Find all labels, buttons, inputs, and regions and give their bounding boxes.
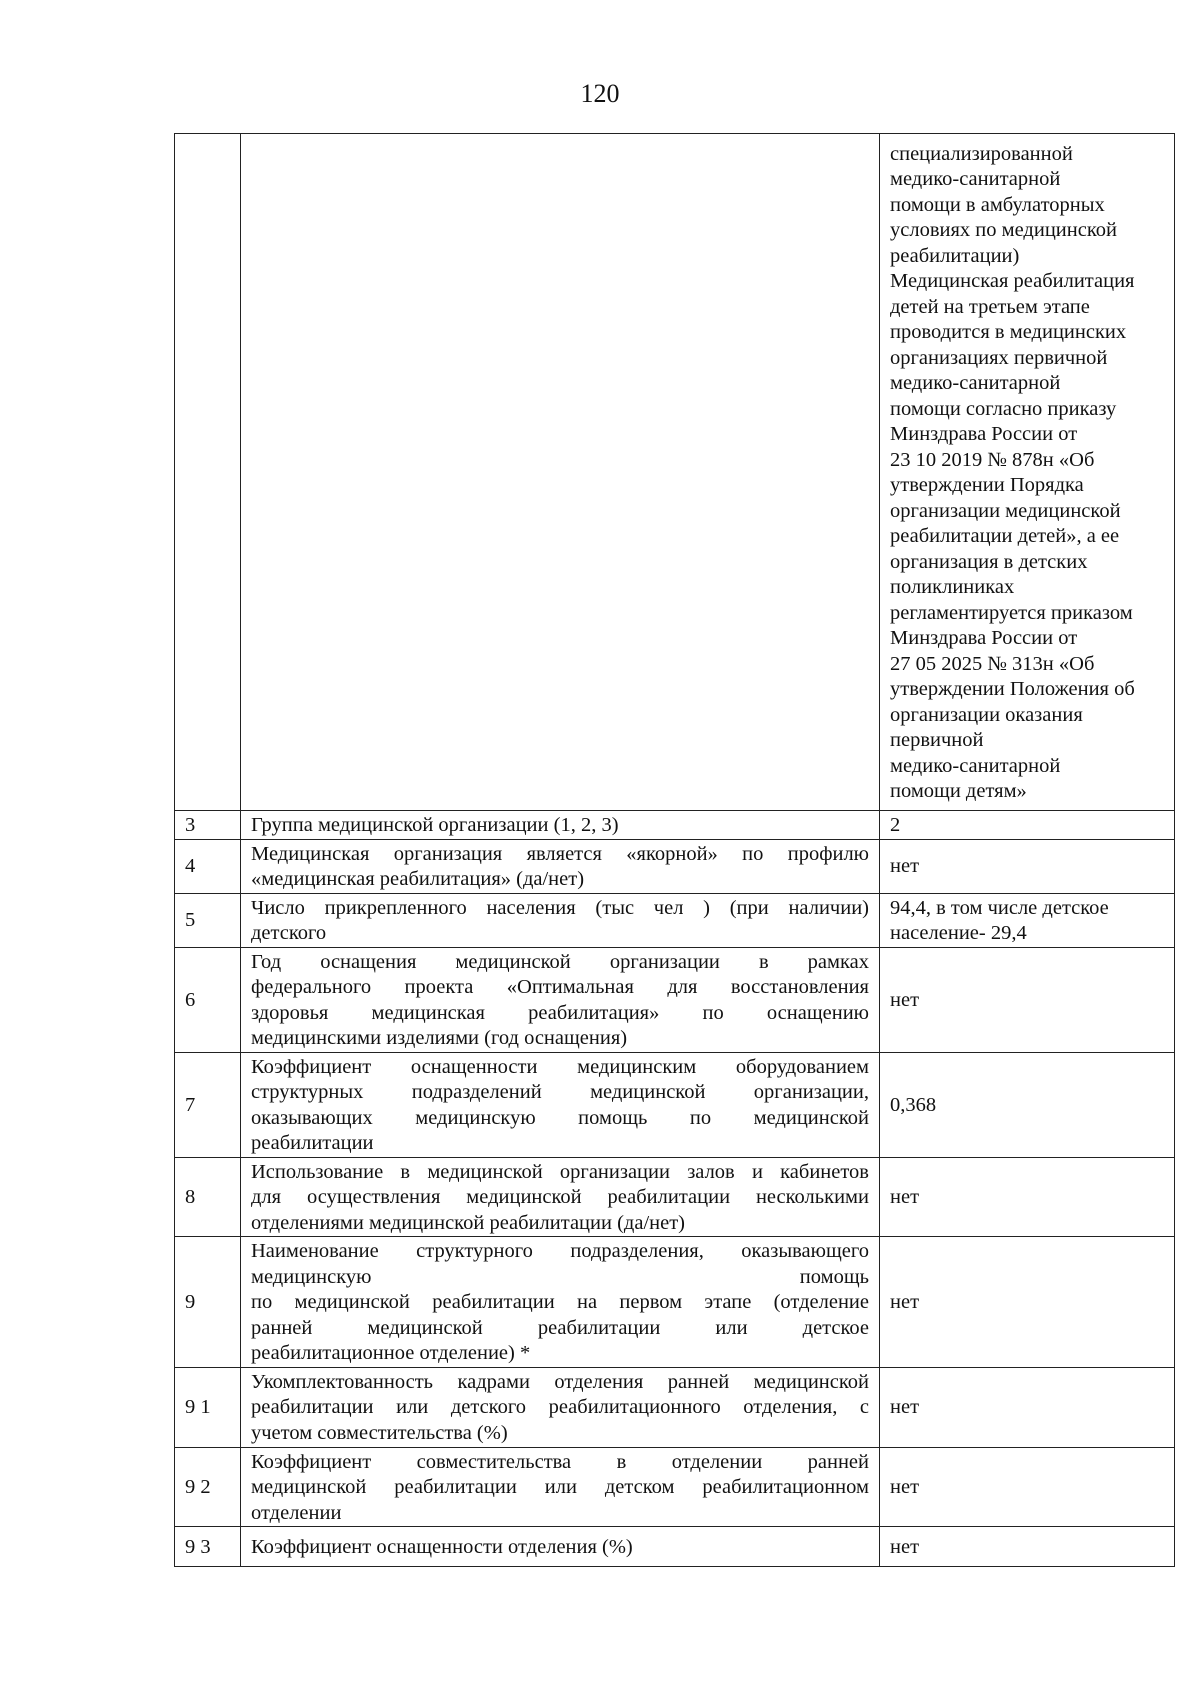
value-cell: нет: [880, 1447, 1175, 1527]
value-line: Минздрава России от: [890, 627, 1078, 649]
name-line: отделении: [251, 1501, 342, 1524]
value-cell: нет: [880, 1367, 1175, 1447]
indicator-name-cell: [241, 1367, 880, 1447]
name-line: структурных подразделений медицинской организации,: [251, 1081, 869, 1103]
value-line: утверждении Положения об: [890, 678, 1135, 700]
value-cell: нет: [880, 1237, 1175, 1368]
value-cell: нет: [880, 839, 1175, 893]
name-line: «медицинская реабилитация» (да/нет): [251, 868, 585, 890]
name-line: Наименование структурного подразделения, оказывающего: [251, 1240, 869, 1262]
value-line: помощи в амбулаторных: [890, 193, 1105, 216]
row-number-cell: [175, 134, 241, 811]
value-cell: нет: [880, 1157, 1175, 1237]
indicators-table: [174, 133, 1175, 1567]
row-number-cell: 7: [175, 1052, 241, 1157]
indicator-name-cell: [241, 1052, 880, 1157]
value-cell: [880, 134, 1175, 811]
row-number-cell: 3: [175, 811, 241, 840]
value-line: 27 05 2025 № 313н «Об: [890, 652, 1095, 675]
indicator-name-cell: [241, 1157, 880, 1237]
value-line: реабилитации детей», а ее: [890, 525, 1120, 547]
page-number: 120: [580, 79, 620, 108]
value-cell: 2: [880, 811, 1175, 840]
value-cell: нет: [880, 1527, 1175, 1567]
name-line: Медицинская организация является «якорной» по профилю: [251, 842, 869, 865]
value-line: организации оказания: [890, 703, 1083, 726]
table-row: [175, 1447, 1175, 1527]
name-line: детского: [251, 922, 327, 944]
table-row: [175, 1237, 1175, 1368]
value-line: условиях по медицинской: [890, 219, 1117, 241]
name-line: медицинскими изделиями (год оснащения): [251, 1027, 628, 1049]
table-row: [175, 1052, 1175, 1157]
value-line: население- 29,4: [890, 922, 1027, 944]
value-line: специализированной: [890, 142, 1073, 165]
value-line: 23 10 2019 № 878н «Об: [890, 448, 1095, 471]
row-number-cell: 5: [175, 893, 241, 947]
value-line: проводится в медицинских: [890, 321, 1127, 343]
name-line: Коэффициент совместительства в отделении ранней: [251, 1450, 869, 1473]
table-row: [175, 1367, 1175, 1447]
name-line: медицинской реабилитации или детском реабилитационном: [251, 1476, 869, 1498]
row-number-cell: 9: [175, 1237, 241, 1368]
value-line: реабилитации): [890, 244, 1020, 267]
value-line: помощи детям»: [890, 780, 1027, 802]
table-row: [175, 811, 1175, 840]
value-cell: 0,368: [880, 1052, 1175, 1157]
value-line: организации медицинской: [890, 499, 1121, 522]
name-line: оказывающих медицинскую помощь по медицинской: [251, 1106, 869, 1129]
table-row: [175, 893, 1175, 947]
value-line: медико-санитарной: [890, 754, 1061, 777]
name-line: Группа медицинской организации (1, 2, 3): [251, 814, 619, 836]
value-line: детей на третьем этапе: [890, 295, 1090, 318]
value-line: утверждении Порядка: [890, 474, 1084, 496]
name-line: реабилитации: [251, 1132, 374, 1154]
indicator-name-cell: [241, 1237, 880, 1368]
name-line: Год оснащения медицинской организации в рамках: [251, 950, 869, 973]
name-line: федерального проекта «Оптимальная для восстановления: [251, 976, 869, 998]
indicator-name-cell: [241, 947, 880, 1052]
row-number-cell: 9 3: [175, 1527, 241, 1567]
value-line: Медицинская реабилитация: [890, 270, 1135, 292]
indicator-name-cell: [241, 839, 880, 893]
table-row: [175, 1527, 1175, 1567]
row-number-cell: 9 2: [175, 1447, 241, 1527]
name-line: Использование в медицинской организации залов и кабинетов: [251, 1160, 869, 1183]
name-line: Коэффициент оснащенности медицинским оборудованием: [251, 1055, 869, 1078]
table-row: [175, 839, 1175, 893]
table-row: [175, 1157, 1175, 1237]
value-line: первичной: [890, 729, 984, 751]
value-line: помощи согласно приказу: [890, 397, 1117, 420]
name-line: Укомплектованность кадрами отделения ранней медицинской: [251, 1370, 869, 1393]
indicator-name-cell: [241, 811, 880, 840]
value-line: 94,4, в том числе детское: [890, 896, 1109, 919]
name-line: Число прикрепленного населения (тыс чел ) (при наличии): [251, 896, 869, 919]
indicator-name-cell: [241, 893, 880, 947]
value-line: организациях первичной: [890, 346, 1108, 369]
name-line: Коэффициент оснащенности отделения (%): [251, 1535, 633, 1558]
indicator-name-cell: [241, 134, 880, 811]
indicator-name-cell: [241, 1527, 880, 1567]
value-line: организация в детских: [890, 550, 1088, 573]
row-number-cell: 9 1: [175, 1367, 241, 1447]
name-line: учетом совместительства (%): [251, 1421, 508, 1444]
value-line: медико-санитарной: [890, 372, 1061, 394]
row-number-cell: 4: [175, 839, 241, 893]
value-line: медико-санитарной: [890, 168, 1061, 190]
name-line: отделениями медицинской реабилитации (да/нет): [251, 1211, 685, 1234]
name-line: медицинскую помощь: [251, 1265, 869, 1288]
value-cell: нет: [880, 947, 1175, 1052]
table-row: [175, 134, 1175, 811]
name-line: по медицинской реабилитации на первом этапе (отделение: [251, 1291, 869, 1313]
indicator-name-cell: [241, 1447, 880, 1527]
name-line: реабилитационное отделение) *: [251, 1342, 531, 1364]
name-line: здоровья медицинская реабилитация» по оснащению: [251, 1001, 869, 1024]
table-row: [175, 947, 1175, 1052]
value-cell: [880, 893, 1175, 947]
name-line: реабилитации или детского реабилитационного отделения, с: [251, 1396, 869, 1419]
value-line: Минздрава России от: [890, 423, 1078, 445]
name-line: для осуществления медицинской реабилитации несколькими: [251, 1186, 869, 1208]
row-number-cell: 6: [175, 947, 241, 1052]
value-line: поликлиниках: [890, 576, 1015, 598]
value-line: регламентируется приказом: [890, 601, 1133, 624]
row-number-cell: 8: [175, 1157, 241, 1237]
name-line: ранней медицинской реабилитации или детское: [251, 1316, 869, 1339]
